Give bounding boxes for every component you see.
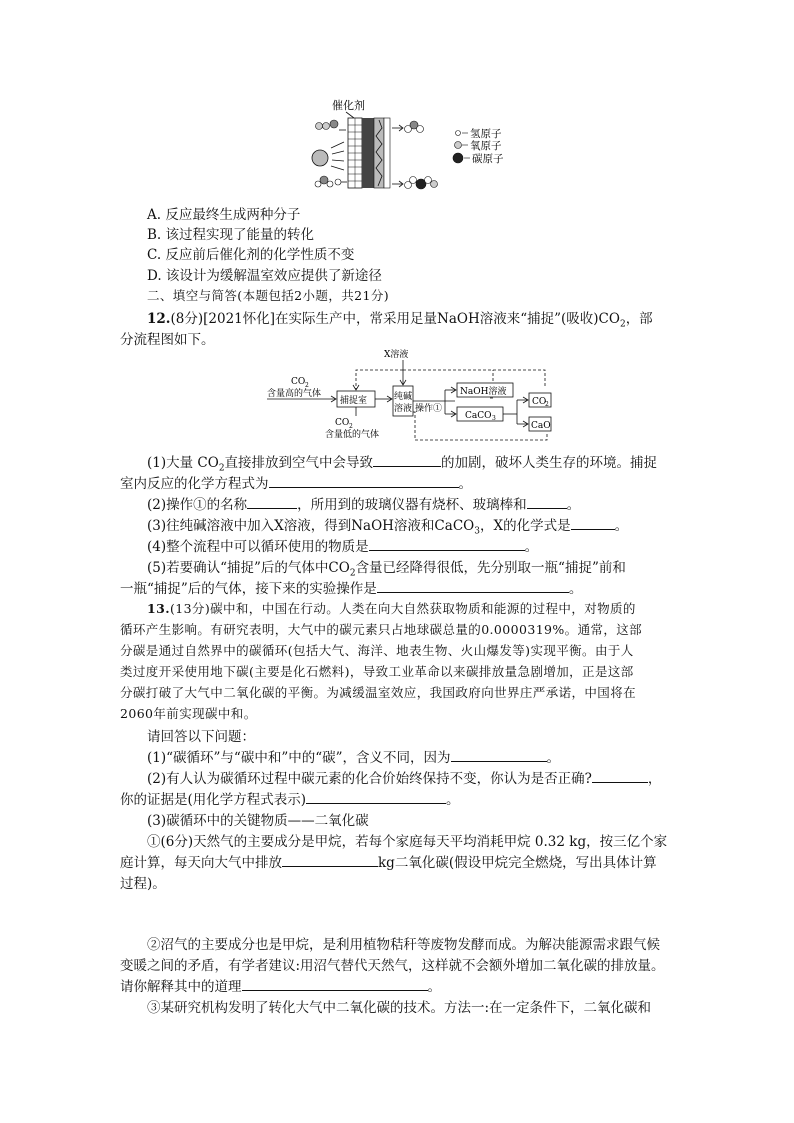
q13-passage-line3: 分碳是通过自然界中的碳循环(包括大气、海洋、地表生物、火山爆发等)实现平衡。由于人 (120, 643, 634, 658)
svg-text:纯碱: 纯碱 (394, 392, 413, 402)
product-molecules-top (405, 121, 424, 133)
q12-answer-blank-5[interactable] (571, 516, 615, 530)
q12-part4: (4)整个流程中可以循环使用的物质是 。 (147, 539, 539, 555)
svg-text:2: 2 (349, 423, 353, 430)
reactant-molecules-top (316, 120, 339, 130)
q12-part1-line2: 室内反应的化学方程式为 。 (120, 476, 472, 492)
catalyst-diagram-svg (310, 98, 530, 196)
reactant-molecules-bottom (315, 176, 341, 187)
option-c: C. 反应前后催化剂的化学性质不变 (147, 247, 355, 263)
q13-passage-line4: 类过度开采使用地下碳(主要是化石燃料)，导致工业革命以来碳排放量急剧增加，正是这部 (120, 664, 634, 679)
q13-part2-line2: 你的证据是(用化学方程式表示) 。 (120, 792, 460, 808)
svg-text:2: 2 (545, 401, 549, 408)
q12-part2: (2)操作①的名称 ，所用到的玻璃仪器有烧杯、玻璃棒和 。 (147, 497, 581, 513)
q12-part5-line1: (5)若要确认“捕捉”后的气体中$CO_2$含量已经降得很低，先分别取一瓶“捕捉”前和 (147, 560, 626, 579)
svg-text:NaOH溶液: NaOH溶液 (460, 387, 507, 397)
legend-oxygen: 氧原子 (470, 140, 502, 152)
flow-diagram-svg (265, 348, 565, 444)
svg-text:溶液: 溶液 (394, 404, 413, 414)
q12-answer-blank-4[interactable] (527, 495, 567, 509)
q13-sub1-line1: ①(6分)天然气的主要成分是甲烷，若每个家庭每天平均消耗甲烷 0.32 kg，按三亿个家 (147, 834, 668, 850)
oxygen-atom-icon (455, 142, 462, 149)
q13-sub2-line3: 请你解释其中的道理 。 (120, 979, 441, 995)
svg-text:3: 3 (492, 415, 496, 422)
q13-sub3-line1: ③某研究机构发明了转化大气中二氧化碳的技术。方法一:在一定条件下，二氧化碳和 (147, 1000, 652, 1016)
legend-hydrogen: 氢原子 (470, 128, 502, 140)
svg-text:CO: CO (335, 418, 350, 428)
catalyst-diagram (310, 98, 530, 196)
legend-carbon: 碳原子 (472, 153, 504, 165)
catalyst-pointer (346, 112, 354, 118)
q13-answer-blank-2[interactable] (592, 769, 648, 783)
q13-passage-line1: 13.(13分)碳中和，中国在行动。人类在向大自然获取物质和能源的过程中，对物质的 (147, 601, 636, 616)
q12-answer-blank-2[interactable] (269, 474, 459, 488)
option-b: B. 该过程实现了能量的转化 (147, 227, 315, 243)
section-heading: 二、填空与简答(本题包括2小题，共21分) (147, 288, 390, 303)
svg-text:CaCO: CaCO (465, 411, 492, 421)
q13-sub1-line3: 过程)。 (120, 876, 166, 892)
option-d: D. 该设计为缓解温室效应提供了新途径 (147, 268, 382, 284)
q13-prompt: 请回答以下问题： (147, 729, 255, 745)
svg-text:CO: CO (532, 397, 547, 407)
q13-answer-blank-3[interactable] (306, 790, 446, 804)
q12-answer-blank-3[interactable] (247, 495, 297, 509)
q13-answer-blank-5[interactable] (242, 977, 428, 991)
catalyst-label: 催化剂 (332, 99, 365, 112)
sun-icon (312, 150, 328, 166)
low-co2-label: 含量低的气体 (325, 430, 380, 440)
catalyst-gray-layer (374, 118, 384, 188)
q13-passage-line5: 分碳打破了大气中二氧化碳的平衡。为减缓温室效应，我国政府向世界庄严承诺，中国将在 (120, 685, 637, 700)
operation-label: 操作① (415, 404, 443, 414)
flow-diagram (265, 348, 565, 444)
q13-sub1-line2: 庭计算，每天向大气中排放 kg二氧化碳(假设甲烷完全燃烧，写出具体计算 (120, 855, 657, 871)
carbon-atom-icon (453, 153, 463, 163)
q13-answer-blank-4[interactable] (282, 853, 378, 867)
q13-passage-line6: 2060年前实现碳中和。 (120, 706, 257, 721)
q12-intro-line2: 分流程图如下。 (120, 332, 215, 348)
option-a: A. 反应最终生成两种分子 (147, 207, 301, 223)
q13-number: 13. (147, 601, 170, 616)
legend (453, 127, 504, 165)
svg-text:CO: CO (291, 377, 306, 387)
q13-part3: (3)碳循环中的关键物质——二氧化碳 (147, 813, 369, 829)
svg-text:捕捉室: 捕捉室 (340, 396, 368, 406)
q12-answer-blank-7[interactable] (377, 579, 569, 593)
high-co2-label: 含量高的气体 (267, 389, 322, 399)
q13-part2-line1: (2)有人认为碳循环过程中碳元素的化合价始终保持不变，你认为是否正确? ， (147, 771, 662, 787)
q13-passage-line2: 循环产生影响。有研究表明，大气中的碳元素只占地球碳总量的0.0000319%。通常，这部 (120, 622, 643, 637)
q12-part5-line2: 一瓶“捕捉”后的气体，接下来的实验操作是 。 (120, 581, 583, 597)
q12-number: 12. (147, 311, 171, 327)
q12-part1-line1: (1)大量 $CO_2$直接排放到空气中会导致 的加剧，破坏人类生存的环境。捕捉 (147, 455, 658, 474)
q12-part3: (3)往纯碱溶液中加入X溶液，得到NaOH溶液和CaCO$_3$，X的化学式是 。 (147, 518, 629, 537)
q12-answer-blank-1[interactable] (373, 453, 441, 467)
hydrogen-atom-icon (456, 131, 461, 136)
q13-part1: (1)“碳循环”与“碳中和”中的“碳”，含义不同，因为 。 (147, 750, 561, 766)
svg-text:2: 2 (305, 382, 309, 389)
q12-intro-line1: 12.(8分)[2021怀化]在实际生产中，常采用足量NaOH溶液来“捕捉”(吸收)$CO_2$，部 (147, 311, 653, 330)
q13-sub2-line2: 变暖之间的矛盾，有学者建议:用沼气替代天然气，这样就不会额外增加二氧化碳的排放量。 (120, 958, 665, 974)
x-solution-label: X溶液 (384, 350, 409, 360)
product-molecules-bottom (405, 177, 438, 190)
svg-text:CaO: CaO (531, 421, 551, 431)
q12-answer-blank-6[interactable] (369, 537, 525, 551)
catalyst-dark-layer (362, 118, 374, 188)
q13-answer-blank-1[interactable] (451, 748, 547, 762)
q13-sub2-line1: ②沼气的主要成分也是甲烷，是利用植物秸秆等废物发酵而成。为解决能源需求跟气候 (147, 937, 660, 953)
